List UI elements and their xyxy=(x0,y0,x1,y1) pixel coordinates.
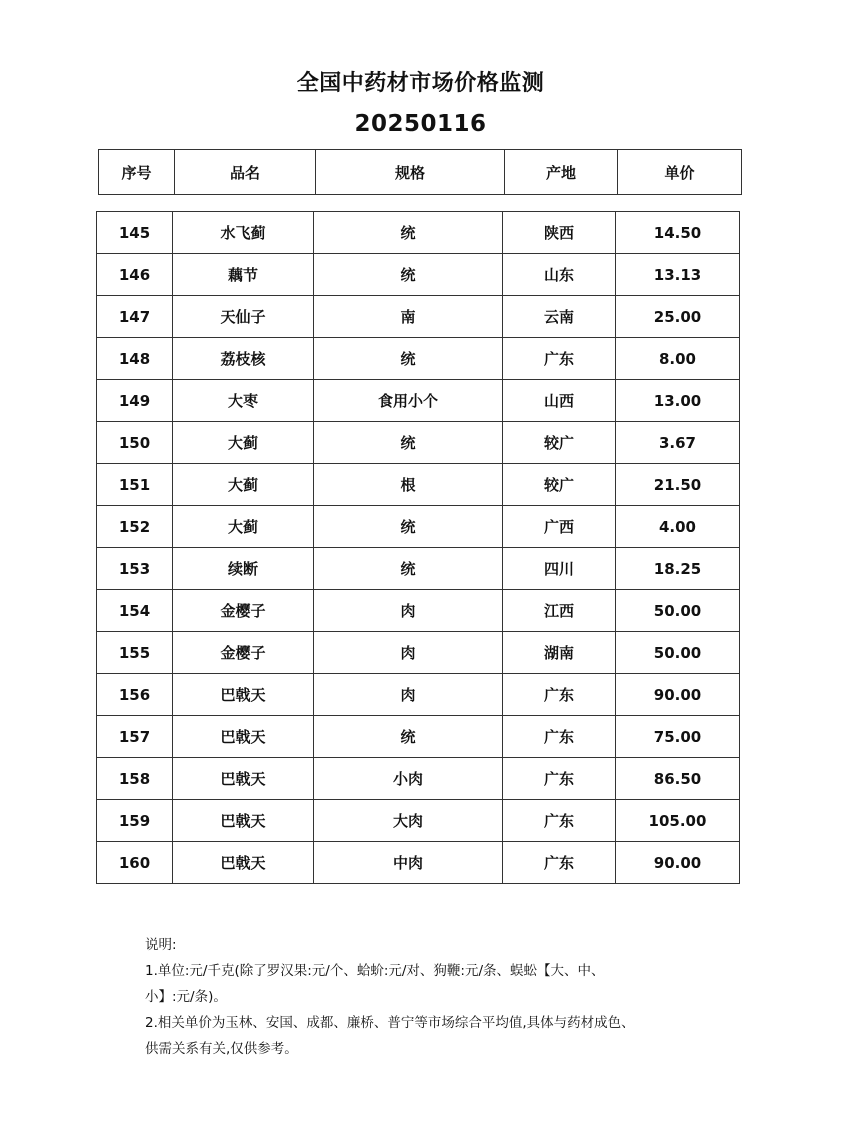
cell-name: 巴戟天 xyxy=(173,842,314,884)
table-row xyxy=(97,506,740,548)
cell-origin: 广西 xyxy=(503,506,616,548)
cell-price: 90.00 xyxy=(616,674,740,716)
cell-price: 105.00 xyxy=(616,800,740,842)
cell-spec: 大肉 xyxy=(314,800,503,842)
cell-spec: 统 xyxy=(314,548,503,590)
table-row xyxy=(97,800,740,842)
cell-name: 大枣 xyxy=(173,380,314,422)
cell-origin: 广东 xyxy=(503,674,616,716)
column-header-spec: 规格 xyxy=(316,150,505,195)
cell-number: 153 xyxy=(97,548,173,590)
cell-name: 巴戟天 xyxy=(173,758,314,800)
table-row xyxy=(97,758,740,800)
cell-origin: 广东 xyxy=(503,758,616,800)
cell-origin: 山西 xyxy=(503,380,616,422)
cell-price: 8.00 xyxy=(616,338,740,380)
cell-price: 3.67 xyxy=(616,422,740,464)
table-row xyxy=(97,212,740,254)
cell-spec: 统 xyxy=(314,338,503,380)
table-row xyxy=(97,380,740,422)
cell-number: 158 xyxy=(97,758,173,800)
cell-name: 藕节 xyxy=(173,254,314,296)
header-row xyxy=(99,150,742,195)
cell-number: 160 xyxy=(97,842,173,884)
cell-name: 水飞蓟 xyxy=(173,212,314,254)
column-header-name: 品名 xyxy=(175,150,316,195)
page-title: 全国中药材市场价格监测 xyxy=(296,71,545,96)
cell-name: 巴戟天 xyxy=(173,716,314,758)
cell-number: 154 xyxy=(97,590,173,632)
cell-spec: 统 xyxy=(314,506,503,548)
notes-line: 供需关系有关,仅供参考。 xyxy=(145,1041,298,1057)
cell-name: 大蓟 xyxy=(173,422,314,464)
cell-price: 75.00 xyxy=(616,716,740,758)
table-row xyxy=(97,674,740,716)
cell-spec: 肉 xyxy=(314,590,503,632)
cell-spec: 小肉 xyxy=(314,758,503,800)
cell-origin: 山东 xyxy=(503,254,616,296)
cell-price: 14.50 xyxy=(616,212,740,254)
cell-origin: 广东 xyxy=(503,338,616,380)
notes-heading: 说明: xyxy=(145,937,177,953)
cell-spec: 统 xyxy=(314,212,503,254)
table-row xyxy=(97,422,740,464)
cell-origin: 较广 xyxy=(503,422,616,464)
cell-price: 50.00 xyxy=(616,632,740,674)
cell-origin: 云南 xyxy=(503,296,616,338)
cell-number: 159 xyxy=(97,800,173,842)
table-row xyxy=(97,464,740,506)
cell-spec: 南 xyxy=(314,296,503,338)
cell-origin: 陕西 xyxy=(503,212,616,254)
cell-price: 90.00 xyxy=(616,842,740,884)
cell-origin: 江西 xyxy=(503,590,616,632)
cell-spec: 统 xyxy=(314,422,503,464)
cell-price: 25.00 xyxy=(616,296,740,338)
report-date: 20250116 xyxy=(354,111,487,137)
cell-name: 金樱子 xyxy=(173,632,314,674)
table-row xyxy=(97,716,740,758)
cell-number: 155 xyxy=(97,632,173,674)
cell-number: 149 xyxy=(97,380,173,422)
cell-number: 151 xyxy=(97,464,173,506)
table-body xyxy=(97,212,740,884)
table-row xyxy=(97,338,740,380)
cell-number: 148 xyxy=(97,338,173,380)
cell-spec: 中肉 xyxy=(314,842,503,884)
cell-price: 50.00 xyxy=(616,590,740,632)
cell-number: 152 xyxy=(97,506,173,548)
cell-origin: 广东 xyxy=(503,842,616,884)
cell-name: 荔枝核 xyxy=(173,338,314,380)
cell-name: 天仙子 xyxy=(173,296,314,338)
cell-price: 18.25 xyxy=(616,548,740,590)
notes-line: 小】:元/条)。 xyxy=(145,989,227,1005)
cell-price: 4.00 xyxy=(616,506,740,548)
cell-spec: 肉 xyxy=(314,632,503,674)
cell-origin: 较广 xyxy=(503,464,616,506)
cell-name: 大蓟 xyxy=(173,506,314,548)
notes-line: 2.相关单价为玉林、安国、成都、廉桥、普宁等市场综合平均值,具体与药材成色、 xyxy=(145,1015,635,1031)
cell-price: 21.50 xyxy=(616,464,740,506)
table-row xyxy=(97,548,740,590)
cell-price: 86.50 xyxy=(616,758,740,800)
cell-origin: 湖南 xyxy=(503,632,616,674)
cell-name: 巴戟天 xyxy=(173,674,314,716)
cell-price: 13.00 xyxy=(616,380,740,422)
notes-line: 1.单位:元/千克(除了罗汉果:元/个、蛤蚧:元/对、狗鞭:元/条、蜈蚣【大、中、 xyxy=(145,963,605,979)
cell-number: 145 xyxy=(97,212,173,254)
cell-number: 157 xyxy=(97,716,173,758)
cell-spec: 统 xyxy=(314,716,503,758)
cell-spec: 根 xyxy=(314,464,503,506)
cell-number: 156 xyxy=(97,674,173,716)
cell-number: 150 xyxy=(97,422,173,464)
table-row xyxy=(97,296,740,338)
cell-price: 13.13 xyxy=(616,254,740,296)
cell-spec: 肉 xyxy=(314,674,503,716)
cell-origin: 四川 xyxy=(503,548,616,590)
column-header-number: 序号 xyxy=(99,150,175,195)
cell-name: 大蓟 xyxy=(173,464,314,506)
cell-origin: 广东 xyxy=(503,800,616,842)
table-row xyxy=(97,842,740,884)
cell-name: 金樱子 xyxy=(173,590,314,632)
cell-name: 续断 xyxy=(173,548,314,590)
cell-name: 巴戟天 xyxy=(173,800,314,842)
cell-spec: 统 xyxy=(314,254,503,296)
cell-origin: 广东 xyxy=(503,716,616,758)
cell-spec: 食用小个 xyxy=(314,380,503,422)
column-header-origin: 产地 xyxy=(505,150,618,195)
table-row xyxy=(97,632,740,674)
table-row xyxy=(97,254,740,296)
cell-number: 147 xyxy=(97,296,173,338)
price-table xyxy=(96,211,740,884)
cell-number: 146 xyxy=(97,254,173,296)
table-row xyxy=(97,590,740,632)
column-header-price: 单价 xyxy=(618,150,742,195)
table-header xyxy=(98,149,742,195)
notes xyxy=(145,932,705,1062)
